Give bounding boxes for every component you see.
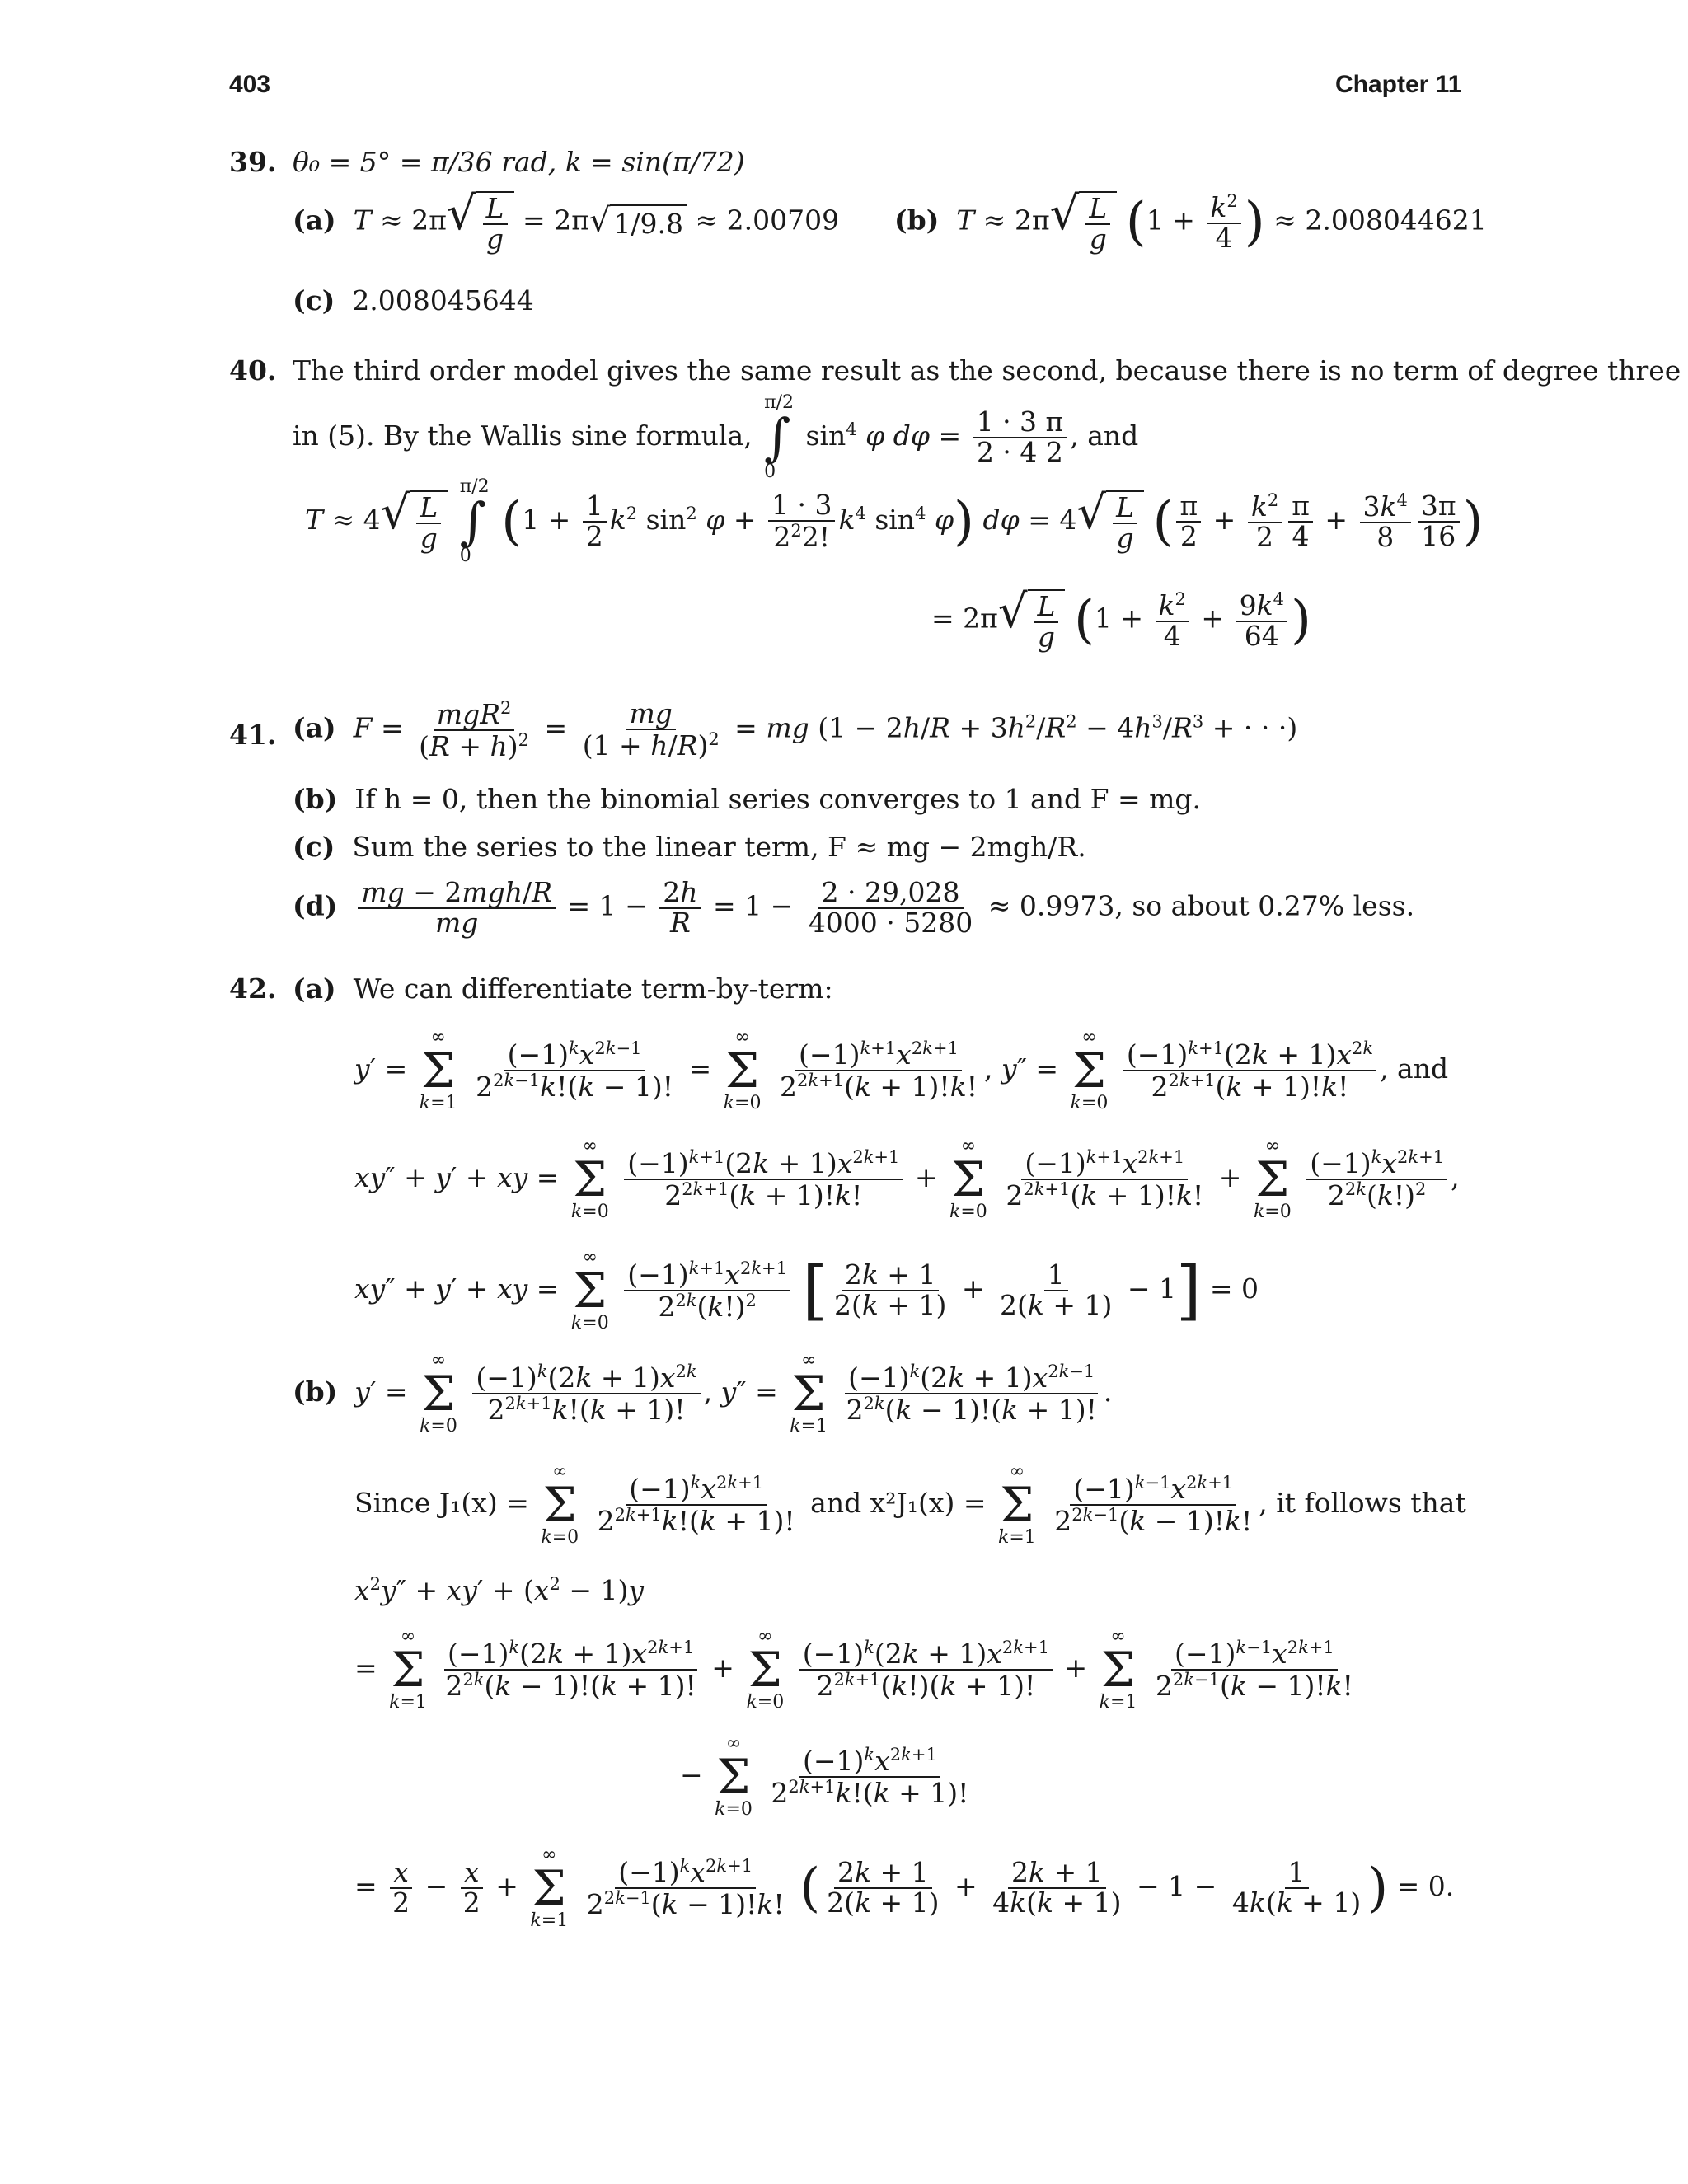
problem-40-eq1: T ≈ 4 √ $\frac{L}{g}$ π/2 ∫ 0 (1 + $\frac{1}{2}$ $k^2$ $\sin^2 \varphi$ + $\frac{1 \cdot 3}{2^22!}$ $k^4$ $\sin^4 \varphi$) dφ = 4 √ $\frac{L}{g}$ ( $\frac{\pi}{2}$ + $\frac{k^2}{2}$ $\frac{\pi}{4}$ + $\frac{3k^4}{8}$ $\frac{3\pi}{16}$ ) bbox=[305, 476, 1484, 566]
problem-40-line1: The third order model gives the same result as the second, because there is no term of degree three bbox=[293, 354, 1681, 387]
problem-42b-eq2: = ∞ Σ k=1 $\frac{(-1)^k(2k + 1)x^{2k+1}}{2^{2k}(k - 1)!(k + 1)!}$ + ∞ Σ k=0 $\frac{(-1)^k(2k + 1)x^{2k+1}}{2^{2k+1}(k!)(k + 1)!}$ + ∞ Σ k=1 $\frac{(-1)^{k-1}x^{2k+1}}{2^{2k-1}(k - 1)!k!}$ bbox=[354, 1626, 1353, 1713]
label-41b: (b) bbox=[293, 783, 338, 815]
problem-41b bbox=[293, 783, 1201, 815]
problem-39a: (a) T ≈ 2π √ $\frac{L}{g}$ = 2π √ 1/9.8 ≈ 2.00709 bbox=[293, 187, 840, 255]
problem-42b-eq1: (b) y′ = ∞ Σ k=0 $\frac{(-1)^k(2k + 1)x^{2k}}{2^{2k+1}k!(k + 1)!}$ , y″ = ∞ Σ k=1 $\frac{(-1)^k(2k + 1)x^{2k-1}}{2^{2k}(k - 1)!(k + 1)!}$ . bbox=[293, 1350, 1113, 1436]
problem-41d: (d) $\frac{\text{mg − 2mgh/R}}{mg}$ = 1 − $\frac{2h}{R}$ = 1 − $\frac{2 \cdot 29,028}{4000 \cdot 5280}$ ≈ 0.9973, so about 0.27% less. bbox=[293, 876, 1415, 939]
problem-39c bbox=[293, 284, 534, 316]
problem-41-number: 41. bbox=[229, 719, 277, 751]
problem-42b-eq3: − ∞ Σ k=0 $\frac{(-1)^kx^{2k+1}}{2^{2k+1}k!(k + 1)!}$ bbox=[680, 1733, 969, 1820]
problem-40-number: 40. bbox=[229, 354, 277, 387]
problem-40-eq2: = 2π √ $\frac{L}{g}$ (1 + $\frac{k^2}{4}$ + $\frac{9k^4}{64}$ ) bbox=[931, 585, 1311, 653]
problem-42a-eq3: xy″ + y′ + xy = ∞ Σ k=0 $\frac{(-1)^{k+1}x^{2k+1}}{2^{2k}(k!)^2}$ [ $\frac{2k + 1}{2(k + 1)}$ + $\frac{1}{2(k + 1)}$ − 1] = 0 bbox=[354, 1247, 1259, 1333]
label-41c: (c) bbox=[293, 831, 335, 863]
problem-42a-eq1: y′ = ∞ Σ k=1 $\frac{(-1)^kx^{2k-1}}{2^{2k-1}k!(k - 1)!}$ = ∞ Σ k=0 $\frac{(-1)^{k+1}x^{2k+1}}{2^{2k+1}(k + 1)!k!}$ , y″ = ∞ Σ k=0 $\frac{(-1)^{k+1}(2k + 1)x^{2k}}{2^{2k+1}(k + 1)!k!}$ , and bbox=[354, 1027, 1449, 1113]
label-41d: (d) bbox=[293, 889, 338, 922]
problem-39-number: 39. bbox=[229, 146, 277, 178]
problem-40-line2-start: in (5). By the Wallis sine formula, bbox=[293, 419, 753, 452]
tail-41d: ≈ 0.9973, so about 0.27% less. bbox=[987, 889, 1415, 922]
and-text: , and bbox=[1380, 1052, 1449, 1085]
final-result: = 0. bbox=[1396, 1870, 1455, 1902]
label-41a: (a) bbox=[293, 711, 336, 744]
problem-41a: (a) F = $\frac{mgR^2}{(R + h)^2}$ = $\frac{mg}{(1 + h/R)^2}$ = mg ($1 - 2h/R + 3h^2/R^2 - 4h^3/R^3$ + · · ·) bbox=[293, 697, 1298, 762]
value-39c: 2.008045644 bbox=[352, 284, 534, 316]
problem-42b-eq4: = $\frac{x}{2}$ − $\frac{x}{2}$ + ∞ Σ k=1 $\frac{(-1)^kx^{2k+1}}{2^{2k-1}(k - 1)!k!}$ ( $\frac{2k + 1}{2(k + 1)}$ + $\frac{2k + 1}{4k(k + 1)}$ − 1 − $\frac{1}{4k(k + 1)}$ ) = 0. bbox=[354, 1844, 1455, 1931]
problem-40-line2: in (5). By the Wallis sine formula, π/2 ∫ 0 $\sin^4 \varphi$ dφ = $\frac{1 \cdot 3 \pi}{2 \cdot 4 2}$ , and bbox=[293, 392, 1139, 482]
den-41d: 4000 · 5280 bbox=[808, 906, 973, 939]
problem-42b-since: Since J₁(x) = ∞ Σ k=0 $\frac{(-1)^kx^{2k+1}}{2^{2k+1}k!(k + 1)!}$ and x²J₁(x) = ∞ Σ k=1 $\frac{(-1)^{k-1}x^{2k+1}}{2^{2k-1}(k - 1)!k!}$ , it follows that bbox=[354, 1461, 1466, 1548]
result-39a: ≈ 2.00709 bbox=[695, 204, 840, 237]
problem-42a-intro bbox=[293, 972, 833, 1005]
result-39b: ≈ 2.008044621 bbox=[1273, 204, 1487, 237]
problem-40-line2-end: , and bbox=[1070, 419, 1139, 452]
label-39b: (b) bbox=[894, 204, 940, 237]
follows-text: , it follows that bbox=[1259, 1487, 1466, 1519]
chapter-title: Chapter 11 bbox=[1335, 71, 1462, 98]
num-41d: 2 · 29,028 bbox=[818, 879, 964, 909]
problem-42b-lhs: $x^2y'' + xy' + (x^2 - 1)y$ bbox=[354, 1574, 645, 1606]
label-39c: (c) bbox=[293, 284, 335, 316]
text-41b: If h = 0, then the binomial series converges to 1 and F = mg. bbox=[354, 783, 1202, 815]
problem-42-number: 42. bbox=[229, 972, 277, 1005]
since-text: Since J₁(x) = bbox=[354, 1487, 529, 1519]
and2-text: and x²J₁(x) = bbox=[810, 1487, 987, 1519]
label-42b: (b) bbox=[293, 1376, 338, 1408]
problem-41c bbox=[293, 831, 1086, 863]
problem-39b: (b) T ≈ 2π √ $\frac{L}{g}$ (1 + $\frac{k^2}{4}$ ) ≈ 2.008044621 bbox=[894, 187, 1487, 255]
page-number: 403 bbox=[229, 71, 271, 98]
problem-39-intro: θ₀ = 5° = π/36 rad, k = sin(π/72) bbox=[293, 146, 745, 178]
label-39a: (a) bbox=[293, 204, 336, 237]
problem-42a-eq2: xy″ + y′ + xy = ∞ Σ k=0 $\frac{(-1)^{k+1}(2k + 1)x^{2k+1}}{2^{2k+1}(k + 1)!k!}$ + ∞ Σ k=0 $\frac{(-1)^{k+1}x^{2k+1}}{2^{2k+1}(k + 1)!k!}$ + ∞ Σ k=0 $\frac{(-1)^kx^{2k+1}}{2^{2k}(k!)^2}$ , bbox=[354, 1136, 1460, 1222]
label-42a: (a) bbox=[293, 972, 336, 1005]
text-42a: We can differentiate term-by-term: bbox=[353, 972, 833, 1005]
text-41c: Sum the series to the linear term, F ≈ mg − 2mgh/R. bbox=[352, 831, 1086, 863]
